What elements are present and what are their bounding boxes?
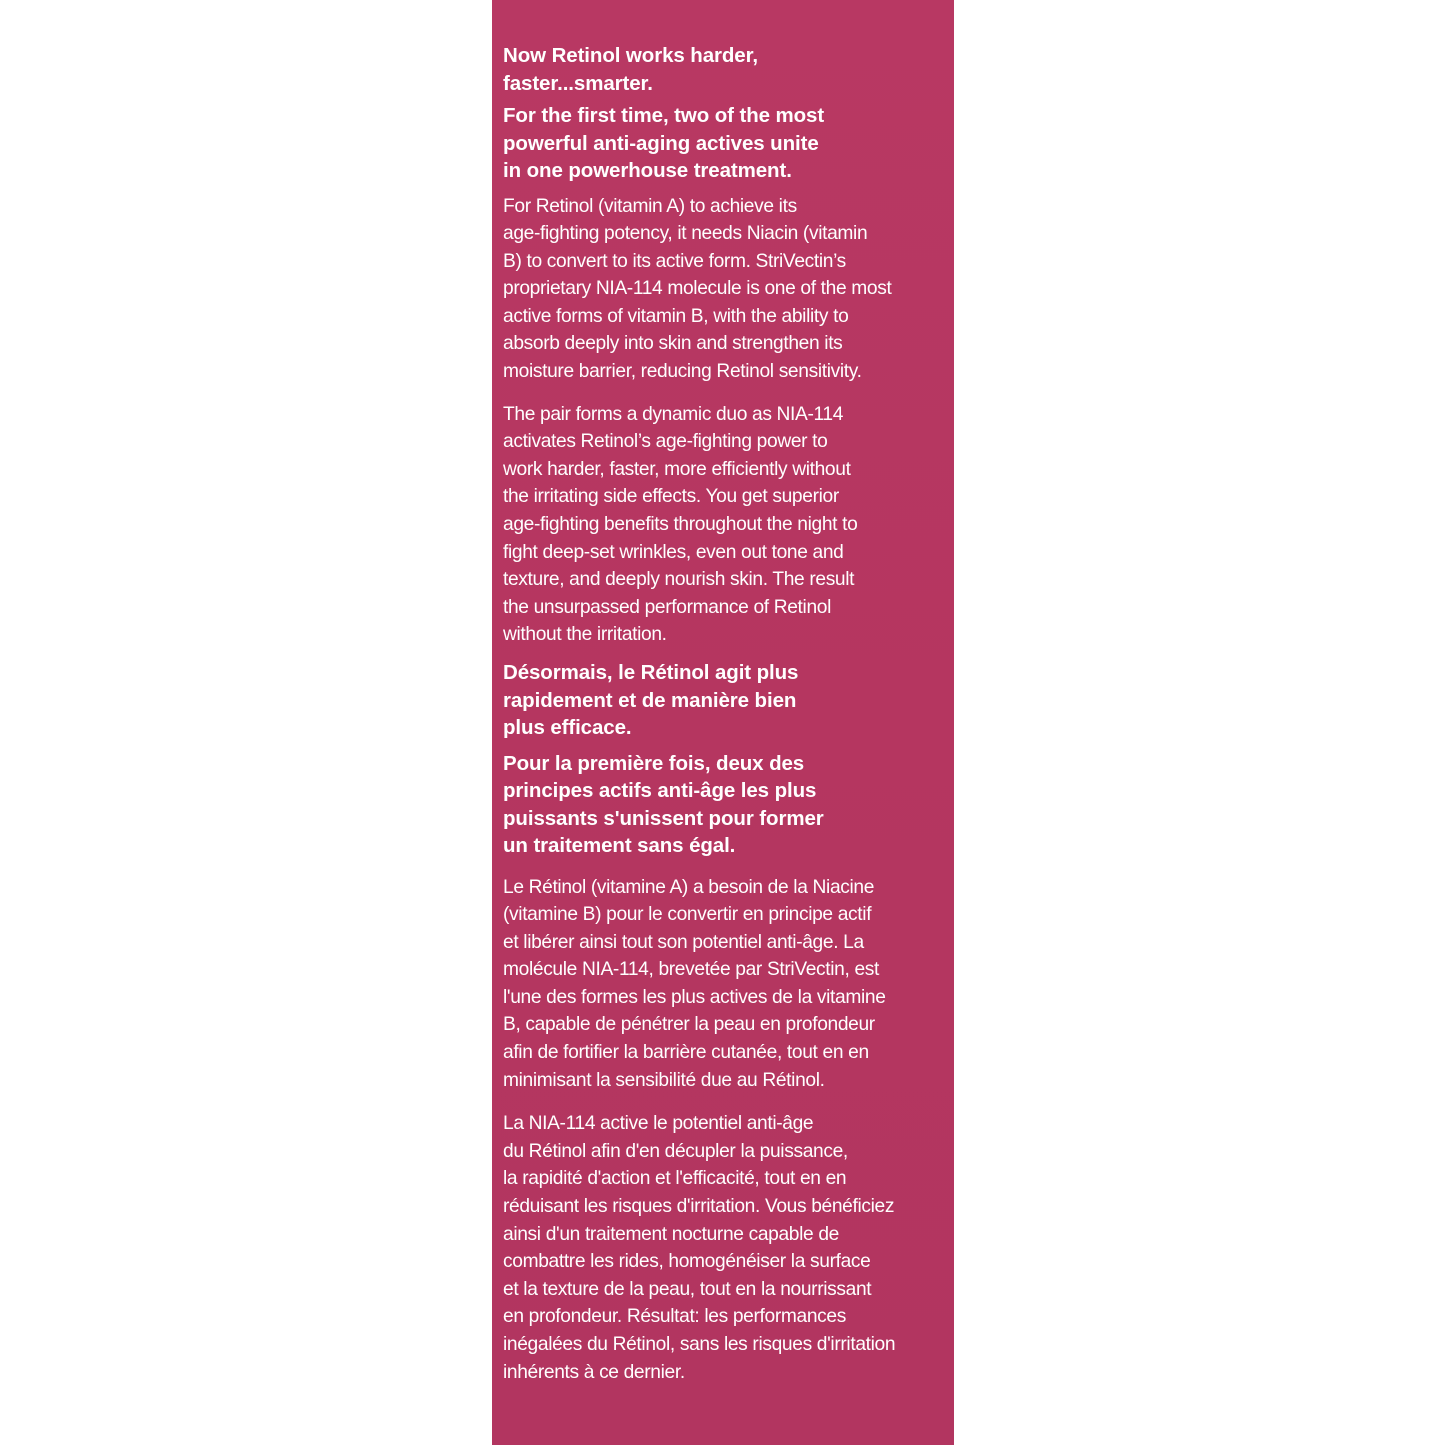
paragraph-line: the unsurpassed performance of Retinol <box>503 596 832 618</box>
english-paragraph-1 <box>503 193 944 386</box>
french-paragraph-2 <box>503 1110 944 1386</box>
paragraph-line: du Rétinol afin d'en décupler la puissance, <box>503 1140 848 1162</box>
paragraph-line: without the irritation. <box>503 624 667 646</box>
product-box-panel <box>492 0 954 1445</box>
paragraph-line: l'une des formes les plus actives de la vitamine <box>503 986 886 1008</box>
paragraph-line: age-fighting benefits throughout the night to <box>503 514 858 536</box>
paragraph-line: la rapidité d'action et l'efficacité, tout en en <box>503 1168 847 1190</box>
paragraph-line: ainsi d'un traitement nocturne capable de <box>503 1223 839 1245</box>
english-subheadline-line: For the first time, two of the most <box>503 104 825 127</box>
paragraph-line: La NIA-114 active le potentiel anti-âge <box>503 1113 814 1135</box>
paragraph-line: en profondeur. Résultat: les performances <box>503 1306 846 1328</box>
english-subheadline-line: in one powerhouse treatment. <box>503 159 792 182</box>
french-headline <box>503 659 944 742</box>
paragraph-line: minimisant la sensibilité due au Rétinol. <box>503 1069 825 1091</box>
paragraph-line: texture, and deeply nourish skin. The result <box>503 569 855 591</box>
paragraph-line: et libérer ainsi tout son potentiel anti-âge. La <box>503 931 864 953</box>
paragraph-line: B) to convert to its active form. StriVectin’s <box>503 250 846 272</box>
paragraph-line: absorb deeply into skin and strengthen its <box>503 333 843 355</box>
french-subheadline-line: un traitement sans égal. <box>503 834 736 857</box>
paragraph-line: The pair forms a dynamic duo as NIA-114 <box>503 403 844 425</box>
english-headline-line: Now Retinol works harder, <box>503 44 758 67</box>
paragraph-line: work harder, faster, more efficiently without <box>503 458 851 480</box>
french-paragraph-1 <box>503 874 944 1095</box>
paragraph-line: inhérents à ce dernier. <box>503 1361 685 1383</box>
paragraph-line: et la texture de la peau, tout en la nourrissant <box>503 1278 872 1300</box>
paragraph-line: activates Retinol’s age-fighting power to <box>503 431 828 453</box>
paragraph-line: molécule NIA-114, brevetée par StriVectin, est <box>503 959 880 981</box>
paragraph-line: proprietary NIA-114 molecule is one of the most <box>503 278 892 300</box>
english-subheadline <box>503 102 944 185</box>
paragraph-line: (vitamine B) pour le convertir en principe actif <box>503 904 872 926</box>
french-headline-line: Désormais, le Rétinol agit plus <box>503 661 799 684</box>
paragraph-line: réduisant les risques d'irritation. Vous bénéficiez <box>503 1196 895 1218</box>
english-subheadline-line: powerful anti-aging actives unite <box>503 131 819 155</box>
french-subheadline-line: Pour la première fois, deux des <box>503 751 805 775</box>
french-headline-line: rapidement et de manière bien <box>503 688 797 712</box>
paragraph-line: age-fighting potency, it needs Niacin (vitamin <box>503 223 868 245</box>
paragraph-line: the irritating side effects. You get superior <box>503 486 839 508</box>
english-headline <box>503 42 944 97</box>
paragraph-line: active forms of vitamin B, with the ability to <box>503 305 849 327</box>
paragraph-line: moisture barrier, reducing Retinol sensitivity. <box>503 361 862 383</box>
paragraph-line: combattre les rides, homogénéiser la surface <box>503 1251 871 1273</box>
french-subheadline-line: puissants s'unissent pour former <box>503 806 824 830</box>
english-headline-line: faster...smarter. <box>503 71 653 95</box>
french-subheadline-line: principes actifs anti-âge les plus <box>503 779 817 802</box>
paragraph-line: Le Rétinol (vitamine A) a besoin de la Niacine <box>503 876 875 898</box>
english-paragraph-2 <box>503 401 944 649</box>
french-subheadline <box>503 750 944 860</box>
paragraph-line: afin de fortifier la barrière cutanée, tout en en <box>503 1042 869 1064</box>
paragraph-line: fight deep-set wrinkles, even out tone and <box>503 541 844 563</box>
french-headline-line: plus efficace. <box>503 716 632 739</box>
paragraph-line: For Retinol (vitamin A) to achieve its <box>503 195 797 217</box>
paragraph-line: B, capable de pénétrer la peau en profondeur <box>503 1014 875 1036</box>
paragraph-line: inégalées du Rétinol, sans les risques d'irritation <box>503 1334 896 1355</box>
